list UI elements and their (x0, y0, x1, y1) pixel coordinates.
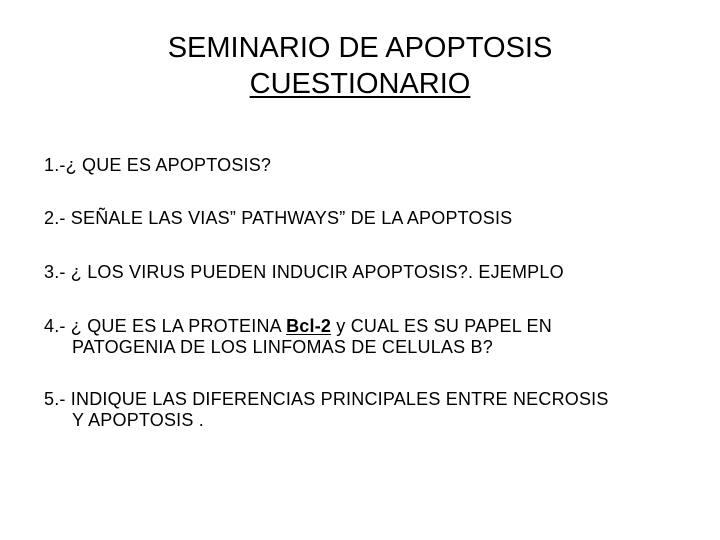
question-2-text: 2.- SEÑALE LAS VIAS” PATHWAYS” DE LA APOPTOSIS (44, 208, 513, 228)
question-4-continuation: PATOGENIA DE LOS LINFOMAS DE CELULAS B? (72, 337, 493, 357)
question-1-text: 1.-¿ QUE ES APOPTOSIS? (44, 155, 272, 175)
question-4-text-before: 4.- ¿ QUE ES LA PROTEINA (44, 316, 287, 336)
question-3-text: 3.- ¿ LOS VIRUS PUEDEN INDUCIR APOPTOSIS?. EJEMPLO (44, 262, 564, 282)
title-line-1: SEMINARIO DE APOPTOSIS (167, 32, 553, 64)
question-2 (44, 208, 684, 229)
question-5-text: 5.- INDIQUE LAS DIFERENCIAS PRINCIPALES ENTRE NECROSIS (44, 389, 609, 409)
question-5 (44, 389, 684, 431)
question-5-continuation: Y APOPTOSIS . (72, 410, 204, 430)
protein-name-emphasis: Bcl-2 (286, 316, 332, 336)
question-4 (44, 316, 684, 358)
question-1 (44, 155, 684, 176)
title-line-2: CUESTIONARIO (249, 68, 471, 100)
question-4-text-after: y CUAL ES SU PAPEL EN (331, 316, 552, 336)
slide-title (0, 30, 720, 102)
question-3 (44, 262, 684, 283)
